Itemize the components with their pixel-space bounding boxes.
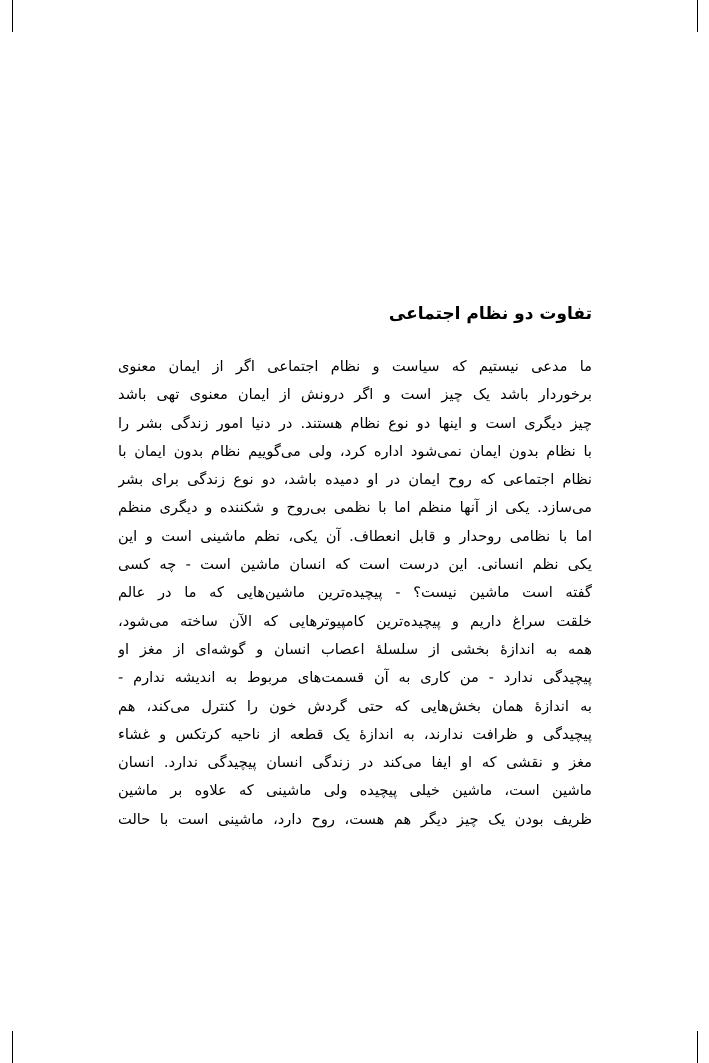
- section-heading: تفاوت دو نظام اجتماعی: [388, 304, 592, 324]
- crop-mark-bottom-right: [697, 1031, 698, 1063]
- crop-mark-bottom-left: [12, 1031, 13, 1063]
- text-line: برخوردار باشد یک چیز است و اگر درونش از ایمان معنوی تهی باشد: [118, 386, 592, 404]
- text-line: اما با نظامی روحدار و قابل انعطاف. آن یکی، نظم ماشینی است و این: [118, 527, 592, 545]
- text-line: مغز و نقشی که او ایفا می‌کند در زندگی انسان پیچیدگی ندارد. انسان: [118, 754, 592, 772]
- text-line: همه به اندازهٔ بخشی از سلسلهٔ اعصاب انسان و گوشه‌ای از مغز او: [118, 640, 592, 658]
- body-paragraph: [118, 353, 592, 834]
- crop-mark-top-left: [12, 0, 13, 32]
- crop-mark-top-right: [697, 0, 698, 32]
- text-line: ماشین است، ماشین خیلی پیچیده ولی ماشینی که علاوه بر ماشین: [118, 782, 592, 800]
- text-line: یکی نظم انسانی. این درست است که انسان ماشین است - چه کسی: [118, 556, 592, 574]
- text-line: نظام اجتماعی که روح ایمان در او دمیده باشد، دو نوع زندگی برای بشر: [118, 471, 592, 489]
- text-line: پیچیدگی و ظرافت ندارند، به اندازهٔ یک قطعه از ناحیه کرتکس و غشاء: [118, 725, 592, 743]
- text-line: با نظام بدون ایمان نمی‌شود اداره کرد، ولی می‌گوییم نظام بدون ایمان با: [118, 442, 592, 460]
- text-line: چیز دیگری است و اینها دو نوع نظام هستند. در دنیا امور زندگی بشر را: [118, 414, 592, 432]
- text-line: خلقت سراغ داریم و پیچیده‌ترین کامپیوترهایی که الآن ساخته می‌شود،: [118, 612, 592, 630]
- text-line: پیچیدگی ندارد - من کاری به آن قسمت‌های مربوط به اندیشه ندارم -: [118, 669, 592, 687]
- text-line: گفته است ماشین نیست؟ - پیچیده‌ترین ماشین‌هایی که ما در عالم: [118, 584, 592, 602]
- text-line: می‌سازد. یکی از آنها منظم اما با نظمی بی‌روح و شکننده و دیگری منظم: [118, 499, 592, 517]
- text-line: به اندازهٔ همان بخش‌هایی که حتی گردش خون را کنترل می‌کند، هم: [118, 697, 592, 715]
- text-line: ظریف بودن یک چیز دیگر هم هست، روح دارد، ماشینی است با حالت: [118, 810, 592, 828]
- text-line: ما مدعی نیستیم که سیاست و نظام اجتماعی اگر از ایمان معنوی: [118, 358, 592, 375]
